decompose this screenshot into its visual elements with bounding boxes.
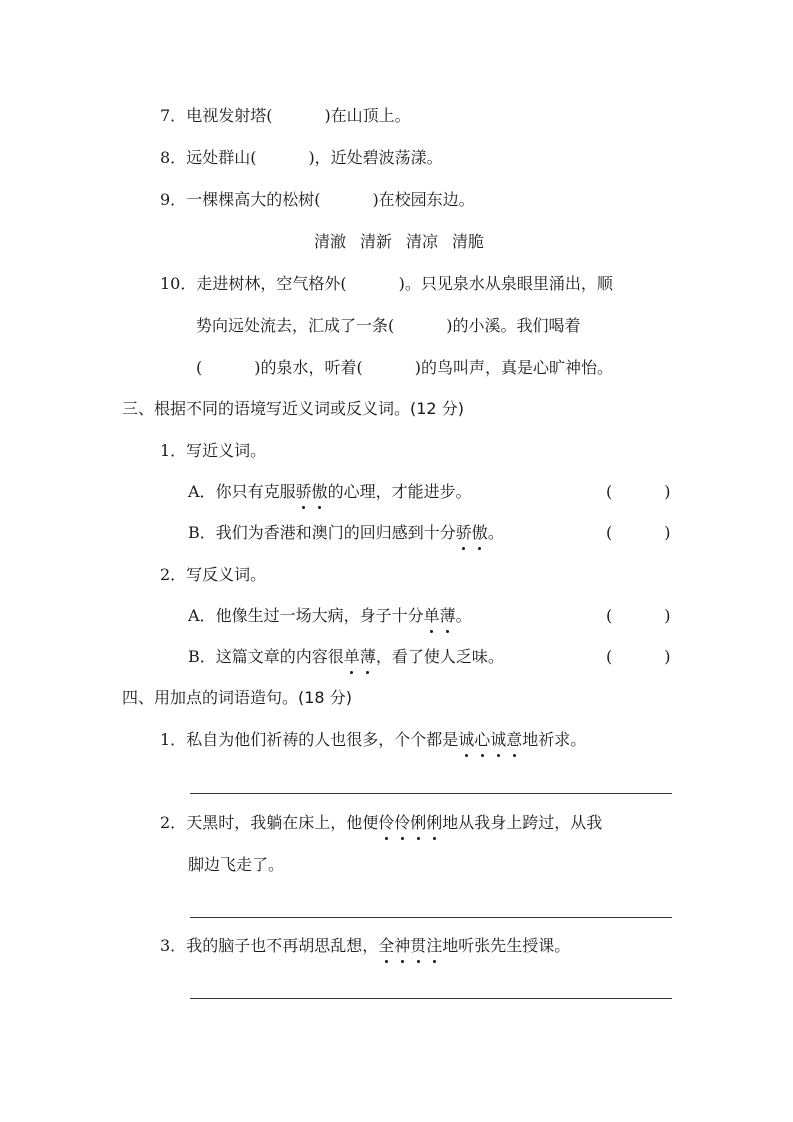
- paren-close: ): [664, 647, 671, 666]
- item-text: 他像生过一场大病，身子十分: [215, 606, 424, 625]
- section-4-q2: [160, 811, 602, 835]
- option-label: B．: [188, 647, 216, 666]
- section-3-title: 三、根据不同的语境写近义词或反义词。(12 分): [122, 399, 464, 418]
- item-text: )。只见泉水从泉眼里涌出，顺: [398, 274, 613, 293]
- answer-line[interactable]: [190, 793, 672, 794]
- section-3-q1-a: [188, 480, 472, 504]
- item-text: 远处群山(: [186, 148, 257, 167]
- item-text: 地听张先生授课。: [442, 936, 571, 955]
- word-bank-item: 清凉: [406, 232, 439, 251]
- section-3-q2-title: 2．写反义词。: [160, 565, 267, 584]
- item-text: 。: [487, 523, 504, 542]
- dotted-char: 意: [506, 728, 522, 752]
- section-3-q2-b: [188, 645, 504, 669]
- answer-line[interactable]: [190, 998, 672, 999]
- dotted-char: 薄: [360, 645, 376, 669]
- answer-paren[interactable]: [606, 480, 671, 504]
- word-bank-item: 清澈: [314, 232, 347, 251]
- item-number: 7．: [160, 106, 187, 125]
- item-text: 我的脑子也不再胡思乱想，: [186, 936, 379, 955]
- section-4-q3: [160, 934, 570, 958]
- item-number: 1．: [160, 730, 187, 749]
- dotted-char: 伶: [394, 811, 410, 835]
- dotted-char: 俐: [426, 811, 442, 835]
- fill-item-9: [160, 188, 475, 212]
- item-number: 2．: [160, 813, 187, 832]
- dotted-char: 伶: [378, 811, 394, 835]
- answer-line[interactable]: [190, 917, 672, 918]
- item-text: 这篇文章的内容很: [215, 647, 344, 666]
- answer-paren[interactable]: [606, 604, 671, 628]
- item-text: 。: [455, 606, 472, 625]
- dotted-char: 俐: [410, 811, 426, 835]
- option-label: B．: [188, 523, 216, 542]
- fill-item-7: [160, 104, 411, 128]
- item-text: ，看了使人乏味。: [375, 647, 504, 666]
- paren-close: ): [664, 482, 671, 501]
- dotted-char: 单: [344, 645, 360, 669]
- item-text: 的心理，才能进步。: [327, 482, 472, 501]
- item-text: 一棵棵高大的松树(: [186, 190, 321, 209]
- item-text: 电视发射塔(: [186, 106, 273, 125]
- item-text: 私自为他们祈祷的人也很多，个个都是: [186, 730, 459, 749]
- item-text: )的鸟叫声，真是心旷神怡。: [414, 358, 613, 377]
- paren-open: (: [606, 606, 613, 625]
- dotted-char: 神: [394, 934, 410, 958]
- fill-item-10-line-3: [196, 356, 613, 380]
- fill-item-10-line-2: [196, 314, 581, 338]
- item-text: 地从我身上跨过，从我: [442, 813, 603, 832]
- section-4-title: 四、用加点的词语造句。(18 分): [122, 688, 352, 707]
- dotted-char: 贯: [410, 934, 426, 958]
- item-number: 10．: [160, 274, 197, 293]
- item-number: 3．: [160, 936, 187, 955]
- item-number: 9．: [160, 190, 187, 209]
- paren-open: (: [606, 482, 613, 501]
- section-3-q1-b: [188, 521, 504, 545]
- dotted-char: 诚: [458, 728, 474, 752]
- dotted-char: 骄: [296, 480, 312, 504]
- dotted-char: 诚: [490, 728, 506, 752]
- section-3-q1-title: 1．写近义词。: [160, 441, 267, 460]
- option-label: A．: [188, 606, 216, 625]
- item-text: 你只有克服: [215, 482, 296, 501]
- section-4-q2-line-2: 脚边飞走了。: [188, 855, 285, 874]
- word-bank: [314, 230, 498, 254]
- dotted-char: 傲: [472, 521, 488, 545]
- dotted-char: 骄: [456, 521, 472, 545]
- item-text: (: [196, 358, 203, 377]
- item-text: 走进树林，空气格外(: [196, 274, 347, 293]
- dotted-char: 单: [424, 604, 440, 628]
- dotted-char: 薄: [440, 604, 456, 628]
- fill-item-10-line-1: [160, 272, 613, 296]
- item-text: 我们为香港和澳门的回归感到十分: [215, 523, 456, 542]
- paren-open: (: [606, 523, 613, 542]
- item-text: 地祈求。: [522, 730, 587, 749]
- item-text: )，近处碧波荡漾。: [308, 148, 443, 167]
- option-label: A．: [188, 482, 216, 501]
- word-bank-item: 清新: [360, 232, 393, 251]
- item-text: 天黑时，我躺在床上，他便: [186, 813, 379, 832]
- item-text: )的小溪。我们喝着: [446, 316, 581, 335]
- item-text: )的泉水，听着(: [254, 358, 363, 377]
- dotted-char: 心: [474, 728, 490, 752]
- fill-item-8: [160, 146, 443, 170]
- section-4-q1: [160, 728, 586, 752]
- item-text: 势向远处流去，汇成了一条(: [196, 316, 395, 335]
- item-text: )在山顶上。: [324, 106, 411, 125]
- dotted-char: 傲: [312, 480, 328, 504]
- dotted-char: 注: [426, 934, 442, 958]
- paren-open: (: [606, 647, 613, 666]
- section-3-q2-a: [188, 604, 472, 628]
- word-bank-item: 清脆: [452, 232, 485, 251]
- paren-close: ): [664, 606, 671, 625]
- dotted-char: 全: [378, 934, 394, 958]
- paren-close: ): [664, 523, 671, 542]
- answer-paren[interactable]: [606, 521, 671, 545]
- item-text: )在校园东边。: [372, 190, 475, 209]
- item-number: 8．: [160, 148, 187, 167]
- answer-paren[interactable]: [606, 645, 671, 669]
